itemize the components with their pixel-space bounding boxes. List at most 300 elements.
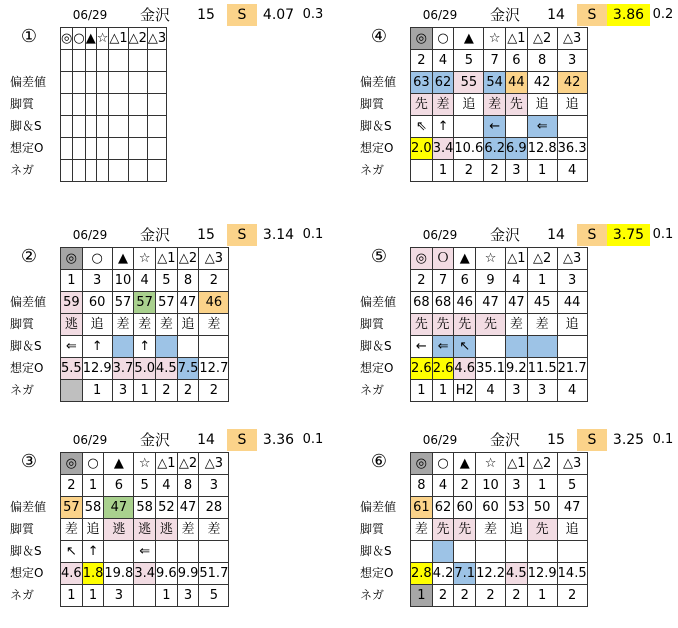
table-row	[61, 292, 229, 314]
data-cell: 50	[527, 497, 557, 519]
mark-cell: ○	[82, 248, 112, 270]
data-cell: 5	[454, 50, 484, 72]
data-cell: 44	[557, 292, 587, 314]
table-row	[61, 541, 229, 563]
row-label: ネガ	[10, 383, 35, 397]
track-name: 金沢	[139, 226, 170, 244]
data-cell: 1	[432, 380, 454, 402]
table-row	[411, 336, 588, 358]
data-cell: 57	[156, 292, 178, 314]
mark-table	[410, 27, 588, 182]
data-cell: 53	[506, 497, 528, 519]
data-cell	[156, 336, 178, 358]
mark-cell: ▲	[454, 453, 476, 475]
data-cell: 1	[411, 585, 433, 607]
data-cell	[109, 50, 128, 72]
mark-cell: △2	[527, 248, 557, 270]
data-cell: 60	[476, 497, 506, 519]
table-row	[411, 292, 588, 314]
data-cell: 5	[156, 270, 178, 292]
data-cell: 12.8	[527, 138, 557, 160]
data-cell: 47	[506, 292, 528, 314]
table-row	[411, 519, 588, 541]
data-cell	[73, 116, 85, 138]
data-cell: 21.7	[557, 358, 587, 380]
data-cell: 3	[527, 380, 557, 402]
data-cell: 1	[82, 475, 104, 497]
data-cell	[85, 116, 96, 138]
data-cell: 追	[527, 94, 557, 116]
race-date: 06/29	[72, 433, 108, 447]
mark-cell: △3	[147, 28, 166, 50]
data-cell	[147, 50, 166, 72]
mark-table	[60, 27, 167, 182]
table-row	[411, 94, 588, 116]
mark-cell: △1	[156, 453, 178, 475]
data-cell	[506, 116, 528, 138]
horse-number-row	[411, 270, 588, 292]
data-cell: 12.9	[82, 358, 112, 380]
mark-cell: Ｏ	[432, 248, 454, 270]
mark-cell: ○	[82, 453, 104, 475]
table-row	[411, 380, 588, 402]
mark-cell: ▲	[112, 248, 134, 270]
data-cell: 1	[156, 585, 178, 607]
data-cell	[73, 72, 85, 94]
data-cell: 4.6	[454, 358, 476, 380]
data-cell: 47	[177, 497, 199, 519]
odds-value: 3.75	[607, 224, 650, 246]
data-cell: 46	[454, 292, 476, 314]
mark-cell: ◎	[411, 248, 433, 270]
data-cell: 28	[199, 497, 229, 519]
table-row	[411, 160, 588, 182]
mark-cell: △2	[177, 248, 199, 270]
data-cell: 4	[432, 475, 454, 497]
place-value: 0.1	[652, 432, 674, 447]
row-label: 想定O	[10, 141, 44, 155]
data-cell: 追	[557, 94, 587, 116]
data-cell	[96, 72, 109, 94]
row-label: 想定O	[360, 361, 394, 375]
row-label: 偏差値	[10, 75, 47, 89]
table-row	[411, 541, 588, 563]
mark-cell: △1	[506, 28, 528, 50]
data-cell: 2	[506, 585, 528, 607]
row-label: 想定O	[10, 361, 44, 375]
table-row	[411, 563, 588, 585]
data-cell: 6.9	[506, 138, 528, 160]
horse-number-row	[61, 270, 229, 292]
data-cell: 6	[506, 50, 528, 72]
row-label: 脚質	[10, 97, 35, 111]
data-cell: 1	[82, 380, 112, 402]
data-cell: 1	[432, 160, 454, 182]
data-cell: 2	[199, 270, 229, 292]
data-cell: 2	[557, 585, 587, 607]
table-row	[411, 72, 588, 94]
data-cell: 先	[527, 519, 557, 541]
table-row	[411, 585, 588, 607]
data-cell: 6	[454, 270, 476, 292]
mark-cell: △3	[557, 28, 587, 50]
data-cell	[506, 336, 528, 358]
data-cell: 先	[454, 519, 476, 541]
data-cell: H2	[454, 380, 476, 402]
horse-number-row	[61, 50, 167, 72]
data-cell: 2	[484, 160, 506, 182]
data-cell	[432, 541, 454, 563]
data-cell	[476, 541, 506, 563]
data-cell	[109, 72, 128, 94]
row-label: 脚＆S	[360, 339, 392, 353]
mark-cell: △2	[527, 453, 557, 475]
data-cell: 追	[82, 519, 104, 541]
data-cell	[527, 541, 557, 563]
row-label: 偏差値	[360, 500, 397, 514]
data-cell: 先	[506, 94, 528, 116]
data-cell: 3	[177, 585, 199, 607]
data-cell: 追	[82, 314, 112, 336]
data-cell: 45	[527, 292, 557, 314]
row-label: 偏差値	[360, 295, 397, 309]
data-cell: 差	[506, 314, 528, 336]
data-cell	[61, 138, 73, 160]
marks-row	[411, 248, 588, 270]
race-date: 06/29	[72, 228, 108, 242]
data-cell: 追	[506, 519, 528, 541]
data-cell: 52	[156, 497, 178, 519]
data-cell: 60	[82, 292, 112, 314]
data-cell	[61, 94, 73, 116]
data-cell: 46	[199, 292, 229, 314]
data-cell: 1	[527, 475, 557, 497]
data-cell: 12.9	[527, 563, 557, 585]
row-label: ネガ	[10, 588, 35, 602]
data-cell	[96, 50, 109, 72]
data-cell: 1	[61, 585, 83, 607]
mark-cell: ◎	[411, 28, 433, 50]
data-cell: 5.0	[134, 358, 156, 380]
data-cell: 47	[177, 292, 199, 314]
data-cell: 10	[112, 270, 134, 292]
data-cell: ⇐	[432, 336, 454, 358]
data-cell: 3.7	[112, 358, 134, 380]
race-number: ④	[370, 26, 388, 47]
table-row	[61, 72, 167, 94]
mark-cell: ○	[432, 453, 454, 475]
data-cell	[128, 160, 147, 182]
data-cell: 2	[454, 585, 476, 607]
race-number: ③	[20, 451, 38, 472]
data-cell: 51.7	[199, 563, 229, 585]
data-cell: 2	[476, 585, 506, 607]
odds-value: 4.07	[262, 7, 295, 23]
data-cell: 62	[432, 497, 454, 519]
row-label: 想定O	[10, 566, 44, 580]
race-number: ②	[20, 246, 38, 267]
data-cell	[147, 116, 166, 138]
data-cell: 36.3	[557, 138, 587, 160]
table-row	[61, 160, 167, 182]
data-cell: 2	[432, 585, 454, 607]
data-cell: 3.4	[432, 138, 454, 160]
data-cell	[85, 160, 96, 182]
data-cell: 8	[527, 50, 557, 72]
marks-row	[411, 453, 588, 475]
row-label: 脚質	[360, 97, 385, 111]
table-row	[411, 314, 588, 336]
data-cell: 逃	[104, 519, 134, 541]
place-value: 0.3	[302, 7, 324, 22]
data-cell: 42	[557, 72, 587, 94]
row-label: 脚質	[360, 522, 385, 536]
race-number: ①	[20, 26, 38, 47]
data-cell: 11.5	[527, 358, 557, 380]
data-cell: 68	[411, 292, 433, 314]
marks-row	[61, 453, 229, 475]
row-label: 脚＆S	[360, 119, 392, 133]
data-cell: 2	[411, 270, 433, 292]
horse-number-row	[61, 475, 229, 497]
table-row	[61, 314, 229, 336]
data-cell: 4	[506, 270, 528, 292]
mark-cell: △2	[177, 453, 199, 475]
horse-number-row	[411, 50, 588, 72]
race-date: 06/29	[422, 228, 458, 242]
odds-value: 3.36	[262, 432, 295, 448]
data-cell: 3	[506, 380, 528, 402]
data-cell: 61	[411, 497, 433, 519]
data-cell: 1	[527, 270, 557, 292]
data-cell: 差	[61, 519, 83, 541]
data-cell: 3	[112, 380, 134, 402]
row-label: ネガ	[360, 383, 385, 397]
row-label: ネガ	[360, 163, 385, 177]
table-row	[61, 94, 167, 116]
s-badge: S	[577, 4, 607, 26]
data-cell: 5	[199, 585, 229, 607]
data-cell: 68	[432, 292, 454, 314]
table-row	[61, 563, 229, 585]
data-cell: 55	[454, 72, 484, 94]
mark-cell: ▲	[104, 453, 134, 475]
data-cell: 差	[199, 314, 229, 336]
data-cell: 59	[61, 292, 83, 314]
data-cell: ←	[411, 336, 433, 358]
data-cell: 1	[61, 270, 83, 292]
odds-value: 3.14	[262, 227, 295, 243]
data-cell	[85, 138, 96, 160]
data-cell: 4	[557, 380, 587, 402]
row-label: 脚＆S	[10, 119, 42, 133]
race-date: 06/29	[422, 433, 458, 447]
data-cell: 9	[476, 270, 506, 292]
data-cell: 4	[557, 160, 587, 182]
data-cell: ⇖	[411, 116, 433, 138]
data-cell: 63	[411, 72, 433, 94]
data-cell	[527, 336, 557, 358]
data-cell: 5	[557, 475, 587, 497]
data-cell: 12.2	[476, 563, 506, 585]
s-badge: S	[227, 224, 257, 246]
data-cell: ↑	[134, 336, 156, 358]
data-cell: 4.6	[61, 563, 83, 585]
mark-cell: ☆	[134, 453, 156, 475]
data-cell	[61, 380, 83, 402]
data-cell	[411, 160, 433, 182]
data-cell	[557, 116, 587, 138]
data-cell: 3	[104, 585, 134, 607]
mark-cell: ☆	[484, 28, 506, 50]
data-cell: 2	[454, 475, 476, 497]
table-row	[61, 116, 167, 138]
table-row	[61, 138, 167, 160]
data-cell	[177, 541, 199, 563]
mark-table	[60, 452, 229, 607]
odds-value: 3.25	[612, 432, 645, 448]
track-name: 金沢	[489, 226, 520, 244]
data-cell: 58	[134, 497, 156, 519]
data-cell: 逃	[61, 314, 83, 336]
data-cell: 1.8	[82, 563, 104, 585]
data-cell: 4.5	[506, 563, 528, 585]
race-number: ⑤	[370, 246, 388, 267]
data-cell: 35.1	[476, 358, 506, 380]
data-cell: 1	[411, 380, 433, 402]
data-cell: 先	[411, 94, 433, 116]
data-cell	[96, 94, 109, 116]
data-cell: 先	[432, 314, 454, 336]
data-cell: 逃	[156, 519, 178, 541]
data-cell: 47	[476, 292, 506, 314]
mark-cell: △2	[128, 28, 147, 50]
row-label: 脚＆S	[10, 339, 42, 353]
data-cell: ↖	[454, 336, 476, 358]
data-cell: 2	[156, 380, 178, 402]
data-cell: ↖	[61, 541, 83, 563]
data-cell	[128, 138, 147, 160]
data-cell: 19.8	[104, 563, 134, 585]
field-size: 14	[547, 227, 565, 243]
mark-cell: △2	[527, 28, 557, 50]
row-label: 想定O	[360, 566, 394, 580]
data-cell	[61, 116, 73, 138]
table-row	[411, 497, 588, 519]
data-cell: 差	[112, 314, 134, 336]
data-cell: 3	[506, 160, 528, 182]
data-cell	[199, 336, 229, 358]
marks-row	[411, 28, 588, 50]
data-cell	[411, 541, 433, 563]
odds-value: 3.86	[607, 4, 650, 26]
track-name: 金沢	[489, 431, 520, 449]
place-value: 0.1	[302, 432, 324, 447]
data-cell	[61, 72, 73, 94]
mark-cell: ▲	[454, 28, 484, 50]
data-cell: 10.6	[454, 138, 484, 160]
data-cell: 5.5	[61, 358, 83, 380]
data-cell	[557, 336, 587, 358]
data-cell: 47	[104, 497, 134, 519]
mark-cell: △1	[109, 28, 128, 50]
mark-cell: ◎	[61, 453, 83, 475]
data-cell: 差	[484, 94, 506, 116]
data-cell	[557, 541, 587, 563]
data-cell: ⇐	[61, 336, 83, 358]
mark-cell: ○	[73, 28, 85, 50]
marks-row	[61, 28, 167, 50]
data-cell: 47	[557, 497, 587, 519]
mark-cell: ▲	[85, 28, 96, 50]
data-cell	[199, 541, 229, 563]
data-cell: 差	[134, 314, 156, 336]
data-cell: 2	[199, 380, 229, 402]
mark-cell: ☆	[476, 453, 506, 475]
data-cell: 57	[61, 497, 83, 519]
mark-table	[60, 247, 229, 402]
table-row	[411, 138, 588, 160]
data-cell	[73, 138, 85, 160]
data-cell	[147, 94, 166, 116]
data-cell	[96, 160, 109, 182]
row-label: 偏差値	[10, 500, 47, 514]
data-cell: 1	[527, 160, 557, 182]
data-cell: 10	[476, 475, 506, 497]
data-cell	[177, 336, 199, 358]
data-cell: 58	[82, 497, 104, 519]
table-row	[411, 116, 588, 138]
data-cell: 2	[411, 50, 433, 72]
mark-cell: ☆	[96, 28, 109, 50]
mark-cell: ☆	[476, 248, 506, 270]
field-size: 14	[547, 7, 565, 23]
data-cell: 1	[134, 380, 156, 402]
place-value: 0.1	[302, 227, 324, 242]
data-cell: 3	[82, 270, 112, 292]
data-cell: 7.1	[454, 563, 476, 585]
mark-cell: △3	[557, 248, 587, 270]
mark-cell: △1	[506, 453, 528, 475]
data-cell: 57	[134, 292, 156, 314]
field-size: 15	[197, 7, 215, 23]
data-cell: 2.8	[411, 563, 433, 585]
data-cell: 差	[156, 314, 178, 336]
race-date: 06/29	[72, 8, 108, 22]
data-cell	[134, 585, 156, 607]
data-cell: 3.4	[134, 563, 156, 585]
data-cell	[147, 72, 166, 94]
data-cell: 4	[134, 270, 156, 292]
data-cell: 先	[432, 519, 454, 541]
data-cell	[73, 160, 85, 182]
data-cell: 57	[112, 292, 134, 314]
data-cell: 3	[506, 475, 528, 497]
row-label: 脚＆S	[360, 544, 392, 558]
data-cell: 6.2	[484, 138, 506, 160]
data-cell	[85, 94, 96, 116]
data-cell	[147, 160, 166, 182]
row-label: 脚＆S	[10, 544, 42, 558]
table-row	[411, 358, 588, 380]
data-cell: 7	[432, 270, 454, 292]
data-cell	[109, 138, 128, 160]
mark-cell: ◎	[61, 248, 83, 270]
track-name: 金沢	[139, 431, 170, 449]
row-label: 偏差値	[10, 295, 47, 309]
mark-cell: ▲	[454, 248, 476, 270]
mark-cell: △3	[557, 453, 587, 475]
